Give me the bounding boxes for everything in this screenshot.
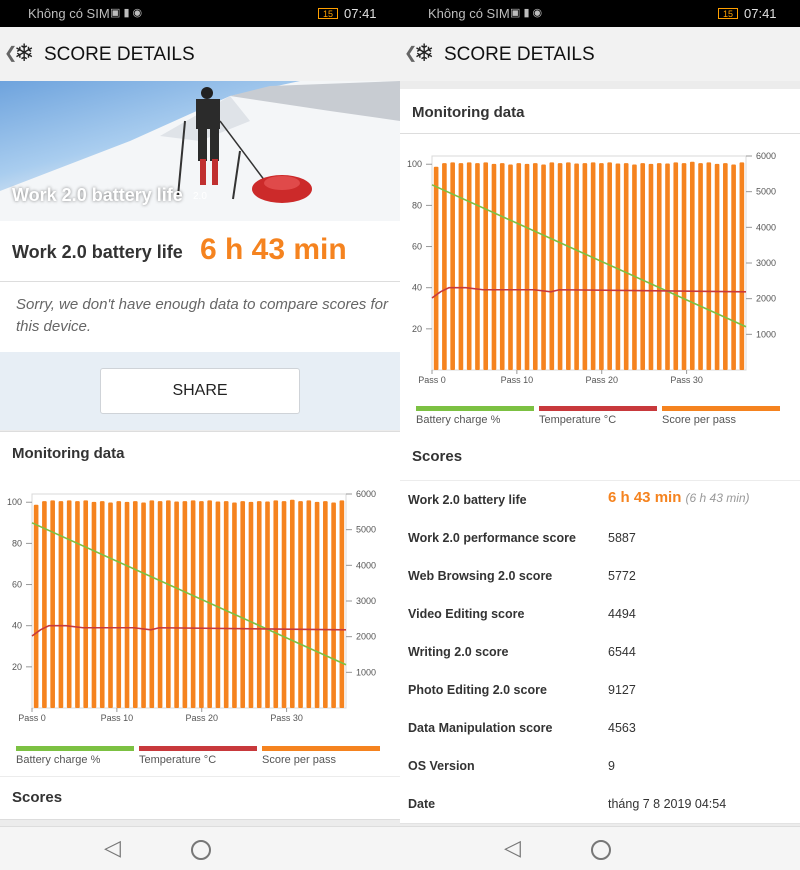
legend-score-swatch — [262, 746, 380, 751]
x-tick-label: Pass 0 — [418, 375, 446, 385]
score-bar — [583, 163, 588, 370]
monitoring-chart — [400, 148, 800, 388]
score-bar — [574, 163, 579, 370]
y-right-tick: 2000 — [756, 293, 777, 304]
score-value — [608, 683, 636, 697]
legend-temperature-label: Temperature °C — [539, 414, 617, 426]
score-bar — [315, 502, 320, 708]
y-left-tick: 80 — [11, 538, 22, 549]
score-bar — [467, 162, 472, 370]
score-bar — [42, 501, 47, 708]
y-right-tick: 2000 — [356, 631, 377, 642]
share-button[interactable]: SHARE — [100, 368, 300, 414]
legend-battery-label: Battery charge % — [416, 414, 501, 426]
legend-temperature — [539, 406, 657, 426]
score-value — [608, 645, 636, 659]
score-bar — [191, 500, 196, 708]
x-tick-label: Pass 0 — [18, 713, 46, 723]
y-left-tick: 60 — [11, 579, 22, 590]
score-bar — [434, 167, 439, 370]
legend-battery-swatch — [16, 746, 134, 751]
score-bar — [232, 503, 237, 708]
score-row — [400, 633, 800, 672]
score-bar — [632, 165, 637, 370]
carrier-label: Không có SIM — [28, 6, 110, 21]
legend-score-swatch — [662, 406, 780, 411]
result-label: Work 2.0 battery life — [12, 242, 183, 262]
score-bar — [290, 500, 295, 708]
score-value — [608, 607, 636, 621]
hero-version: 2.0 — [193, 191, 207, 202]
score-bar — [533, 163, 538, 370]
score-bar — [525, 164, 530, 370]
score-value-text: 9127 — [608, 683, 636, 697]
score-bar — [249, 502, 254, 708]
score-bar — [224, 501, 229, 708]
score-row — [400, 557, 800, 596]
back-chevron-icon[interactable]: ❮ — [4, 45, 18, 62]
score-label: OS Version — [408, 759, 475, 773]
score-label: Data Manipulation score — [408, 721, 553, 735]
battery-icon: 15 — [318, 8, 338, 19]
y-left-tick: 100 — [6, 497, 22, 508]
score-bar — [183, 501, 188, 708]
legend-temperature — [139, 746, 257, 766]
y-right-tick: 6000 — [356, 489, 377, 499]
score-bar — [83, 500, 88, 708]
monitoring-card — [0, 476, 400, 776]
legend-score — [662, 406, 780, 426]
clock: 07:41 — [744, 6, 777, 21]
legend-temperature-label: Temperature °C — [139, 754, 217, 766]
legend-temperature-swatch — [139, 746, 257, 751]
nav-home-icon[interactable] — [191, 840, 211, 860]
notification-icons: ▣ ▮ ◉ — [510, 7, 543, 19]
score-label: Web Browsing 2.0 score — [408, 569, 553, 583]
score-value — [608, 759, 615, 773]
right-screen — [400, 0, 800, 870]
page-title: SCORE DETAILS — [44, 44, 195, 65]
legend-score-label: Score per pass — [262, 754, 336, 766]
monitoring-title: Monitoring data — [412, 104, 525, 121]
score-row — [400, 481, 800, 520]
score-bar — [492, 164, 497, 370]
nav-home-icon[interactable] — [591, 840, 611, 860]
share-area — [0, 352, 400, 430]
score-value-text: 5887 — [608, 531, 636, 545]
app-header — [0, 27, 400, 81]
score-bar — [34, 505, 39, 708]
hero-caption: Work 2.0 battery life — [12, 185, 183, 205]
score-bar — [459, 163, 464, 370]
score-value — [608, 797, 726, 811]
score-row — [400, 747, 800, 786]
score-label: Writing 2.0 score — [408, 645, 509, 659]
score-bar — [690, 162, 695, 370]
score-bar — [673, 162, 678, 370]
score-bar — [442, 163, 447, 370]
snowflake-icon: ❄ — [414, 39, 435, 67]
monitoring-card — [400, 134, 800, 434]
score-value-text: tháng 7 8 2019 04:54 — [608, 797, 727, 811]
chart-svg — [0, 486, 400, 726]
score-value — [608, 531, 636, 545]
nav-back-icon[interactable]: ◁ — [504, 835, 521, 860]
score-bar — [624, 163, 629, 370]
score-bar — [682, 163, 687, 370]
score-bar — [166, 500, 171, 708]
notice-text: Sorry, we don't have enough data to compare scores for this device. — [16, 296, 388, 335]
y-left-tick: 60 — [411, 241, 422, 252]
monitoring-header — [400, 89, 800, 134]
y-right-tick: 5000 — [356, 524, 377, 535]
page-title: SCORE DETAILS — [444, 44, 595, 65]
scores-header — [0, 777, 400, 820]
system-nav-bar — [400, 826, 800, 870]
score-bar — [558, 163, 563, 370]
score-bar — [273, 500, 278, 708]
legend-score — [262, 746, 380, 766]
back-chevron-icon[interactable]: ❮ — [404, 45, 418, 62]
score-bar — [150, 500, 155, 708]
score-bar — [665, 163, 670, 370]
x-tick-label: Pass 20 — [585, 375, 618, 385]
legend-score-label: Score per pass — [662, 414, 736, 426]
score-bar — [616, 163, 621, 370]
monitoring-title: Monitoring data — [12, 445, 125, 462]
y-right-tick: 1000 — [356, 667, 377, 678]
score-row — [400, 709, 800, 748]
score-bar — [199, 501, 204, 708]
score-label: Work 2.0 performance score — [408, 531, 576, 545]
score-label: Video Editing score — [408, 607, 525, 621]
score-label: Photo Editing 2.0 score — [408, 683, 547, 697]
score-bar — [158, 501, 163, 708]
score-bar — [298, 501, 303, 708]
score-bar — [731, 165, 736, 370]
scores-title: Scores — [12, 789, 63, 806]
score-bar — [125, 502, 130, 708]
score-bar — [75, 501, 80, 708]
score-bar — [715, 164, 720, 370]
score-bar — [282, 501, 287, 708]
score-bar — [591, 162, 596, 370]
score-bar — [707, 162, 712, 370]
legend-battery-swatch — [416, 406, 534, 411]
y-right-tick: 6000 — [756, 151, 777, 161]
score-value-text: 4563 — [608, 721, 636, 735]
y-left-tick: 40 — [411, 282, 422, 293]
legend-battery — [416, 406, 534, 426]
score-bar — [475, 163, 480, 370]
status-bar — [400, 0, 800, 27]
result-value: 6 h 43 min — [200, 233, 347, 266]
snowflake-icon: ❄ — [14, 39, 35, 67]
score-value-text: 4494 — [608, 607, 636, 621]
score-bar — [331, 503, 336, 708]
monitoring-chart — [0, 486, 400, 726]
score-subvalue: (6 h 43 min) — [685, 491, 750, 505]
carrier-label: Không có SIM — [428, 6, 510, 21]
score-bar — [265, 501, 270, 708]
score-bar — [516, 163, 521, 370]
score-row — [400, 785, 800, 824]
score-bar — [723, 163, 728, 370]
y-right-tick: 1000 — [756, 329, 777, 340]
score-bar — [550, 162, 555, 370]
score-value-text: 6 h 43 min — [608, 489, 682, 506]
score-bar — [67, 500, 72, 708]
score-label: Work 2.0 battery life — [408, 493, 527, 507]
score-bar — [649, 164, 654, 370]
chart-legend — [400, 406, 800, 436]
score-label: Date — [408, 797, 436, 811]
score-row — [400, 595, 800, 634]
y-left-tick: 100 — [406, 159, 422, 170]
system-nav-bar — [0, 826, 400, 870]
score-bar — [59, 501, 64, 708]
legend-battery — [16, 746, 134, 766]
notification-icons: ▣ ▮ ◉ — [110, 7, 143, 19]
y-left-tick: 80 — [411, 200, 422, 211]
scores-title: Scores — [412, 448, 463, 465]
monitoring-header — [0, 431, 400, 477]
score-value-text: 6544 — [608, 645, 636, 659]
score-bar — [508, 165, 513, 370]
score-value-text: 9 — [608, 759, 615, 773]
y-right-tick: 4000 — [356, 560, 377, 571]
battery-icon: 15 — [718, 8, 738, 19]
score-bar — [599, 163, 604, 370]
y-left-tick: 20 — [11, 661, 22, 672]
score-bar — [116, 501, 121, 708]
score-bar — [541, 165, 546, 370]
score-bar — [307, 500, 312, 708]
score-bar — [141, 503, 146, 708]
y-right-tick: 3000 — [356, 596, 377, 606]
clock: 07:41 — [344, 6, 377, 21]
score-value — [608, 569, 636, 583]
score-bar — [108, 503, 113, 708]
score-bar — [257, 501, 262, 708]
legend-battery-label: Battery charge % — [16, 754, 101, 766]
y-right-tick: 4000 — [756, 222, 777, 233]
score-row — [400, 671, 800, 710]
score-bar — [92, 502, 97, 708]
chart-legend — [0, 746, 400, 776]
x-tick-label: Pass 10 — [100, 713, 134, 723]
score-value — [608, 721, 636, 735]
score-value-text: 5772 — [608, 569, 636, 583]
score-value — [608, 489, 750, 506]
compare-notice — [0, 282, 400, 352]
scores-header — [400, 434, 800, 480]
score-bar — [340, 500, 345, 708]
chart-svg — [400, 148, 800, 388]
x-tick-label: Pass 30 — [670, 375, 703, 385]
score-row — [400, 519, 800, 558]
result-row — [0, 221, 400, 282]
app-header — [400, 27, 800, 81]
hero-image — [0, 81, 400, 221]
score-bar — [566, 162, 571, 370]
score-bar — [216, 501, 221, 708]
score-bar — [500, 163, 505, 370]
y-right-tick: 5000 — [756, 186, 777, 197]
score-bar — [174, 501, 179, 708]
x-tick-label: Pass 20 — [185, 713, 218, 723]
score-bar — [698, 163, 703, 370]
x-tick-label: Pass 30 — [270, 713, 303, 723]
score-bar — [740, 162, 745, 370]
score-bar — [240, 501, 245, 708]
legend-temperature-swatch — [539, 406, 657, 411]
score-bar — [483, 162, 488, 370]
score-bar — [323, 501, 328, 708]
score-bar — [640, 163, 645, 370]
nav-back-icon[interactable]: ◁ — [104, 835, 121, 860]
y-left-tick: 20 — [411, 323, 422, 334]
status-bar — [0, 0, 400, 27]
score-bar — [657, 163, 662, 370]
score-bar — [133, 501, 138, 708]
y-right-tick: 3000 — [756, 258, 777, 268]
score-bar — [100, 501, 105, 708]
x-tick-label: Pass 10 — [500, 375, 534, 385]
y-left-tick: 40 — [11, 620, 22, 631]
